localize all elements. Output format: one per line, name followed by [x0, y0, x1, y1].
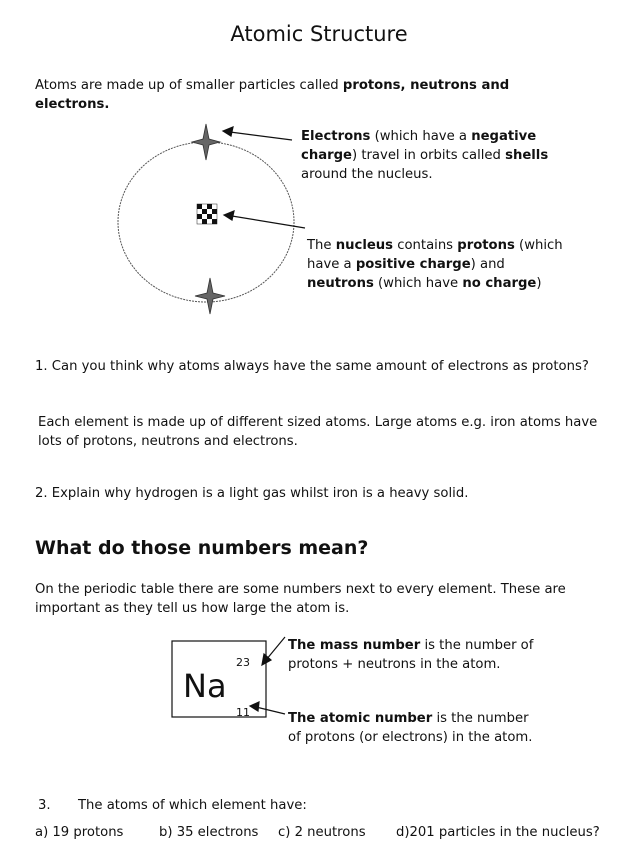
electron-star-top: [192, 124, 220, 160]
periodic-paragraph: On the periodic table there are some numbers next to every element. These are important as they tell us how large the atom is.: [35, 582, 566, 616]
electron-note-t1: (which have a: [370, 129, 472, 144]
electron-note-b1: Electrons: [301, 129, 371, 144]
intro-bold: protons, neutrons and electrons.: [35, 78, 510, 112]
mass-note-b1: The mass number: [288, 638, 421, 653]
nucleus-note-t5: (which have: [373, 276, 463, 291]
nucleus-note-b5: no charge: [462, 276, 537, 291]
nucleus-note-b4: neutrons: [307, 276, 374, 291]
nucleus-note: [307, 236, 569, 293]
section-heading: What do those numbers mean?: [35, 537, 369, 559]
q3-option-c: c) 2 neutrons: [278, 825, 366, 840]
atomic-note-t1: is the number of protons (or electrons) in the atom.: [288, 711, 533, 745]
atomic-number-note: [288, 709, 538, 747]
q3-option-a: a) 19 protons: [35, 825, 124, 840]
question-3-number: 3.: [38, 798, 51, 813]
nucleus-note-t6: ): [536, 276, 542, 291]
electron-note-b3: shells: [505, 148, 549, 163]
element-symbol: Na: [183, 667, 227, 705]
page-title: Atomic Structure: [230, 22, 408, 46]
nucleus-icon: [197, 204, 217, 224]
nucleus-note-t3: (which have a: [307, 238, 563, 272]
nucleus-note-b1: nucleus: [335, 238, 394, 253]
element-paragraph: Each element is made up of different sized atoms. Large atoms e.g. iron atoms have lots of protons, neutrons and electrons.: [38, 415, 598, 449]
nucleus-note-t2: contains: [393, 238, 458, 253]
nucleus-arrow: [224, 211, 305, 228]
mass-number: 23: [236, 656, 250, 669]
nucleus-note-b3: positive charge: [355, 257, 471, 272]
nucleus-note-t4: ) and: [470, 257, 505, 272]
q3-option-b: b) 35 electrons: [159, 825, 259, 840]
intro-text: Atoms are made up of smaller particles called: [35, 78, 343, 93]
electron-note: [301, 127, 566, 184]
atomic-number: 11: [236, 706, 250, 719]
nucleus-note-t1: The: [307, 238, 336, 253]
electron-note-b2: negative charge: [301, 129, 537, 163]
question-3-text: The atoms of which element have:: [78, 798, 307, 813]
mass-note-t1: is the number of protons + neutrons in the atom.: [288, 638, 534, 672]
question-2: 2. Explain why hydrogen is a light gas whilst iron is a heavy solid.: [35, 486, 469, 501]
q3-option-d: d)201 particles in the nucleus?: [396, 825, 600, 840]
electron-note-t2: ) travel in orbits called: [352, 148, 506, 163]
electron-arrow: [223, 127, 292, 140]
mass-number-note: [288, 636, 538, 674]
electron-note-t3: around the nucleus.: [301, 167, 433, 182]
nucleus-note-b2: protons: [457, 238, 515, 253]
atomic-note-b1: The atomic number: [288, 711, 433, 726]
question-1: 1. Can you think why atoms always have the same amount of electrons as protons?: [35, 359, 589, 374]
electron-star-bottom: [195, 278, 225, 314]
